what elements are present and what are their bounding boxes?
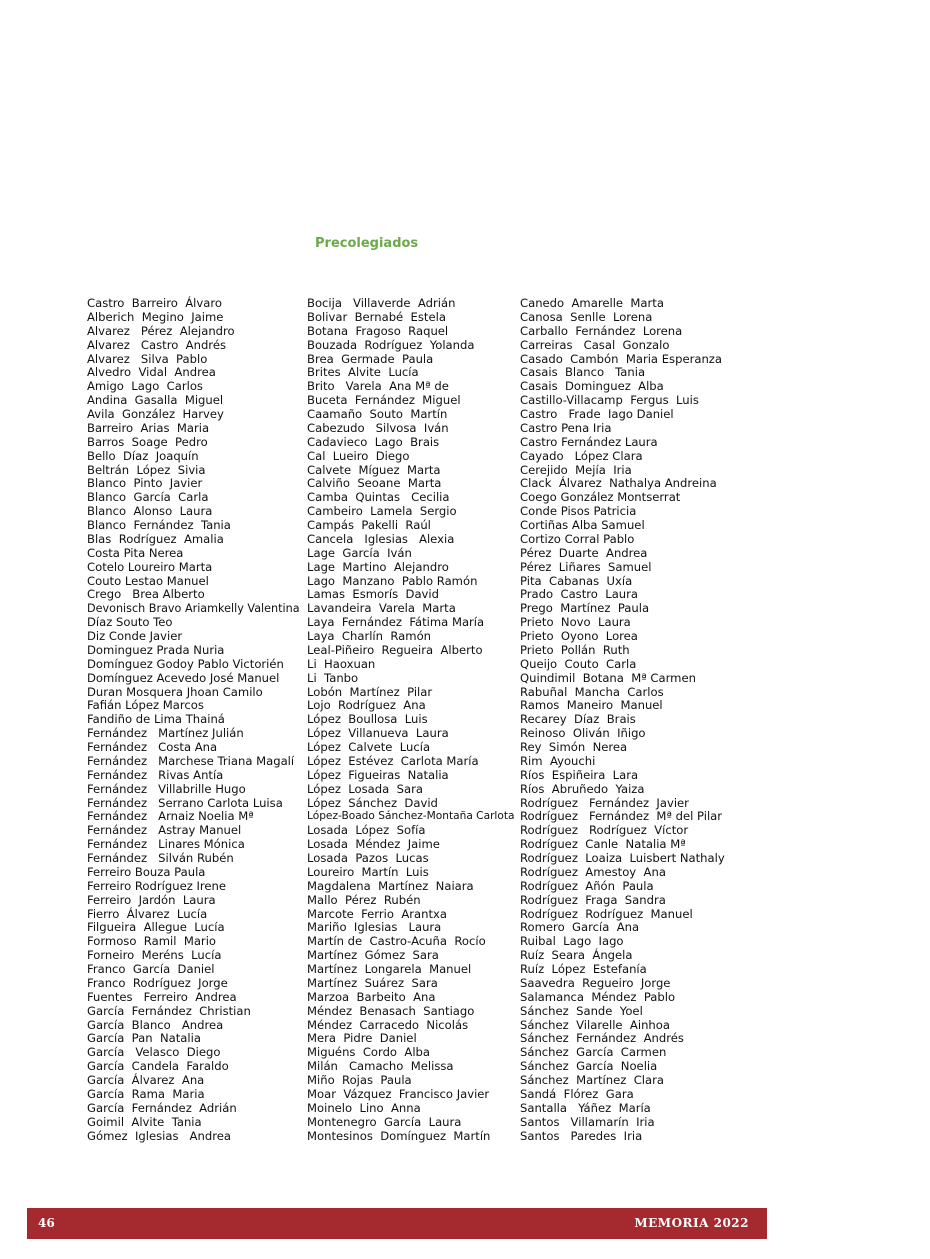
list-item: Alvarez Silva Pablo	[87, 351, 208, 366]
section-title: Precolegiados	[315, 236, 419, 251]
list-item: Prego Martínez Paula	[520, 601, 650, 616]
list-item: Ferreiro Jardón Laura	[87, 892, 216, 907]
list-item: Alberich Megino Jaime	[87, 309, 224, 324]
list-item: Marzoa Barbeito Ana	[307, 989, 436, 1004]
list-item: Rodríguez Rodríguez Manuel	[520, 906, 693, 921]
name-column-1	[87, 297, 302, 1143]
list-item: Rodríguez Fernández Javier	[520, 795, 689, 810]
list-item: Carreiras Casal Gonzalo	[520, 337, 670, 352]
list-item: Santos Paredes Iria	[520, 1128, 643, 1143]
list-item: Barros Soage Pedro	[87, 434, 208, 449]
list-item: Costa Pita Nerea	[87, 545, 184, 560]
list-item: Quindimil Botana Mª Carmen	[520, 670, 696, 685]
list-item: Rey Simón Nerea	[520, 740, 628, 754]
list-item: Fernández Rivas Antía	[87, 767, 224, 782]
list-item: García Velasco Diego	[87, 1045, 221, 1060]
list-item: Castro Fernández Laura	[520, 434, 658, 449]
list-item: Rodríguez Canle Natalia Mª	[520, 837, 686, 852]
list-item: Conde Pisos Patricia	[520, 504, 637, 519]
list-item: López-Boado Sánchez-Montaña Carlota	[307, 810, 515, 823]
footer-title: MEMORIA 2022	[634, 1216, 749, 1230]
list-item: Blanco Pinto Javier	[87, 476, 203, 491]
list-item: Amigo Lago Carlos	[87, 379, 203, 394]
list-item: Pita Cabanas Uxía	[520, 573, 633, 588]
list-item: Dominguez Prada Nuria	[87, 642, 225, 657]
list-item: Buceta Fernández Miguel	[307, 393, 461, 408]
list-item: López Calvete Lucía	[307, 740, 431, 754]
list-item: Salamanca Méndez Pablo	[520, 989, 676, 1004]
list-item: Marcote Ferrio Arantxa	[307, 906, 447, 921]
list-item: Canosa Senlle Lorena	[520, 309, 653, 324]
list-item: Martínez Suárez Sara	[307, 975, 438, 990]
list-item: Cortiñas Alba Samuel	[520, 518, 645, 532]
list-item: Bocija Villaverde Adrián	[307, 296, 456, 310]
list-item: Ferreiro Rodríguez Irene	[87, 878, 227, 893]
list-item: Santos Villamarín Iria	[520, 1114, 655, 1129]
list-item: Blanco García Carla	[87, 490, 209, 505]
list-item: Sánchez Vilarelle Ainhoa	[520, 1017, 670, 1032]
name-column-3	[520, 297, 750, 1143]
list-item: Castro Barreiro Álvaro	[87, 296, 222, 310]
list-item: Fernández Martínez Julián	[87, 726, 244, 741]
list-item: Cerejido Mejía Iria	[520, 462, 632, 477]
list-item: Lavandeira Varela Marta	[307, 601, 456, 616]
list-item: Romero García Ana	[520, 920, 640, 935]
list-item: Castro Pena Iria	[520, 420, 612, 435]
list-item: Sandá Flórez Gara	[520, 1086, 634, 1101]
list-item: Méndez Carracedo Nicolás	[307, 1017, 469, 1032]
list-item: García Candela Faraldo	[87, 1059, 229, 1074]
list-item: Casais Blanco Tania	[520, 365, 646, 380]
list-item: Laya Fernández Fátima María	[307, 615, 485, 630]
list-item: Rodríguez Loaiza Luisbert Nathaly	[520, 851, 725, 865]
list-item: Rodríguez Añón Paula	[520, 878, 654, 893]
page-number: 46	[38, 1216, 55, 1230]
list-item: Prieto Novo Laura	[520, 615, 631, 630]
list-item: Franco Rodríguez Jorge	[87, 975, 228, 990]
list-item: Lage Martino Alejandro	[307, 559, 449, 574]
list-item: Forneiro Meréns Lucía	[87, 948, 222, 963]
list-item: Sánchez García Noelia	[520, 1059, 658, 1074]
list-item: Bello Díaz Joaquín	[87, 448, 199, 463]
list-item: Brites Alvite Lucía	[307, 365, 419, 380]
list-item: Loureiro Martín Luis	[307, 864, 429, 879]
list-item: Campás Pakelli Raúl	[307, 518, 431, 532]
list-item: Martínez Longarela Manuel	[307, 962, 472, 976]
list-item: Lojo Rodríguez Ana	[307, 698, 426, 713]
list-item: López Estévez Carlota María	[307, 753, 479, 768]
list-item: Cancela Iglesias Alexia	[307, 531, 455, 546]
list-item: Bolivar Bernabé Estela	[307, 309, 446, 324]
list-item: Ramos Maneiro Manuel	[520, 698, 663, 713]
list-item: Casais Dominguez Alba	[520, 379, 664, 394]
list-item: Sánchez Sande Yoel	[520, 1003, 643, 1018]
list-item: Li Tanbo	[307, 670, 359, 685]
list-item: Fierro Álvarez Lucía	[87, 906, 208, 921]
list-item: Fernández Marchese Triana Magalí	[87, 753, 295, 768]
list-item: Alvedro Vidal Andrea	[87, 365, 216, 380]
list-item: Crego Brea Alberto	[87, 587, 205, 602]
list-item: Cal Lueiro Diego	[307, 448, 410, 463]
list-item: Fernández Astray Manuel	[87, 823, 242, 838]
list-item: Bouzada Rodríguez Yolanda	[307, 337, 475, 352]
list-item: López Sánchez David	[307, 795, 438, 810]
list-item: Martínez Gómez Sara	[307, 948, 439, 963]
list-item: Diz Conde Javier	[87, 629, 183, 643]
list-item: Goimil Alvite Tania	[87, 1114, 202, 1129]
list-item: Ruíz Seara Ángela	[520, 948, 633, 963]
name-column-2	[307, 297, 517, 1143]
list-item: Recarey Díaz Brais	[520, 712, 636, 727]
list-item: Prado Castro Laura	[520, 587, 639, 602]
list-item: Fernández Silván Rubén	[87, 851, 234, 865]
list-item: Domínguez Acevedo José Manuel	[87, 670, 280, 685]
list-item: Fernández Serrano Carlota Luisa	[87, 795, 283, 810]
list-item: García Pan Natalia	[87, 1031, 201, 1046]
list-item: Ferreiro Bouza Paula	[87, 864, 206, 879]
list-item: Miguéns Cordo Alba	[307, 1045, 431, 1060]
list-item: Díaz Souto Teo	[87, 615, 173, 630]
list-item: Andina Gasalla Miguel	[87, 393, 224, 408]
list-item: Calvete Míguez Marta	[307, 462, 441, 477]
list-item: Blanco Alonso Laura	[87, 504, 213, 519]
list-item: Rodríguez Rodríguez Víctor	[520, 823, 689, 838]
list-item: Formoso Ramil Mario	[87, 934, 217, 949]
list-item: Avila González Harvey	[87, 407, 224, 421]
list-item: Lago Manzano Pablo Ramón	[307, 573, 478, 588]
list-item: Moinelo Lino Anna	[307, 1100, 421, 1115]
list-item: Cambeiro Lamela Sergio	[307, 504, 457, 519]
list-item: Beltrán López Sivia	[87, 462, 206, 477]
list-item: Cotelo Loureiro Marta	[87, 559, 213, 574]
list-item: Duran Mosquera Jhoan Camilo	[87, 684, 263, 699]
list-item: Losada Méndez Jaime	[307, 837, 440, 852]
list-item: Losada López Sofía	[307, 823, 426, 838]
list-item: García Rama Maria	[87, 1086, 205, 1101]
list-item: Mallo Pérez Rubén	[307, 892, 421, 907]
list-item: Clack Álvarez Nathalya Andreina	[520, 476, 717, 491]
list-item: Rodríguez Fernández Mª del Pilar	[520, 809, 723, 824]
list-item: Alvarez Pérez Alejandro	[87, 323, 235, 338]
list-item: Brea Germade Paula	[307, 351, 434, 366]
list-item: Castillo-Villacamp Fergus Luis	[520, 393, 699, 408]
list-item: Lamas Esmorís David	[307, 587, 439, 602]
list-item: Rim Ayouchi	[520, 753, 596, 768]
list-item: Ríos Espiñeira Lara	[520, 767, 639, 782]
list-item: Gómez Iglesias Andrea	[87, 1128, 231, 1143]
list-item: Fernández Costa Ana	[87, 740, 218, 754]
list-item: Barreiro Arias Maria	[87, 420, 210, 435]
list-item: Filgueira Allegue Lucía	[87, 920, 225, 935]
list-item: Cabezudo Silvosa Iván	[307, 420, 449, 435]
list-item: Blas Rodríguez Amalia	[87, 531, 224, 546]
list-item: Montesinos Domínguez Martín	[307, 1128, 491, 1143]
list-item: Couto Lestao Manuel	[87, 573, 209, 588]
list-item: Ríos Abruñedo Yaiza	[520, 781, 645, 796]
list-item: Calviño Seoane Marta	[307, 476, 442, 491]
list-item: Rodríguez Amestoy Ana	[520, 864, 666, 879]
list-item: Montenegro García Laura	[307, 1114, 462, 1129]
footer-bar	[27, 1208, 767, 1239]
list-item: Miño Rojas Paula	[307, 1073, 412, 1087]
list-item: García Álvarez Ana	[87, 1073, 205, 1087]
list-item: García Fernández Adrián	[87, 1100, 237, 1115]
list-item: Castro Frade Iago Daniel	[520, 407, 674, 421]
list-item: Camba Quintas Cecilia	[307, 490, 450, 505]
list-item: Devonisch Bravo Ariamkelly Valentina	[87, 602, 300, 616]
list-item: García Blanco Andrea	[87, 1017, 224, 1032]
list-item: Magdalena Martínez Naiara	[307, 878, 474, 893]
list-item: Prieto Oyono Lorea	[520, 629, 638, 643]
list-item: Pérez Duarte Andrea	[520, 545, 648, 560]
list-item: Sánchez Martínez Clara	[520, 1073, 664, 1087]
list-item: Méndez Benasach Santiago	[307, 1003, 475, 1018]
list-item: López Villanueva Laura	[307, 726, 449, 741]
list-item: Coego González Montserrat	[520, 490, 681, 505]
list-item: Brito Varela Ana Mª de	[307, 379, 449, 394]
list-item: Mera Pidre Daniel	[307, 1031, 417, 1046]
list-item: Carballo Fernández Lorena	[520, 323, 683, 338]
list-item: Cadavieco Lago Brais	[307, 434, 440, 449]
list-item: López Figueiras Natalia	[307, 767, 449, 782]
list-item: Fernández Linares Mónica	[87, 837, 245, 852]
list-item: Cayado López Clara	[520, 448, 643, 463]
list-item: Leal-Piñeiro Regueira Alberto	[307, 642, 483, 657]
list-item: Ruibal Lago Iago	[520, 934, 624, 949]
list-item: Fuentes Ferreiro Andrea	[87, 989, 237, 1004]
list-item: Prieto Pollán Ruth	[520, 642, 630, 657]
list-item: Rodríguez Fraga Sandra	[520, 892, 666, 907]
list-item: Santalla Yáñez María	[520, 1100, 651, 1115]
list-item: Domínguez Godoy Pablo Victorién	[87, 656, 284, 671]
list-item: Pérez Liñares Samuel	[520, 559, 652, 574]
list-item: Casado Cambón Maria Esperanza	[520, 351, 722, 366]
list-item: López Boullosa Luis	[307, 712, 428, 727]
list-item: Reinoso Oliván Iñigo	[520, 726, 646, 741]
list-item: Li Haoxuan	[307, 656, 376, 671]
list-item: Sánchez García Carmen	[520, 1045, 667, 1060]
list-item: Blanco Fernández Tania	[87, 518, 231, 532]
list-item: Canedo Amarelle Marta	[520, 296, 664, 310]
list-item: Ruíz López Estefanía	[520, 962, 647, 976]
list-item: Franco García Daniel	[87, 962, 215, 976]
list-item: Mariño Iglesias Laura	[307, 920, 442, 935]
list-item: Rabuñal Mancha Carlos	[520, 684, 664, 699]
list-item: García Fernández Christian	[87, 1003, 251, 1018]
list-item: Fernández Arnaiz Noelia Mª	[87, 809, 254, 824]
list-item: Fafián López Marcos	[87, 698, 204, 713]
list-item: Moar Vázquez Francisco Javier	[307, 1086, 490, 1101]
list-item: Cortizo Corral Pablo	[520, 531, 635, 546]
list-item: Laya Charlín Ramón	[307, 629, 432, 643]
list-item: Caamaño Souto Martín	[307, 407, 448, 421]
list-item: Botana Fragoso Raquel	[307, 323, 449, 338]
list-item: Fandiño de Lima Thainá	[87, 712, 225, 727]
list-item: Milán Camacho Melissa	[307, 1059, 454, 1074]
list-item: Losada Pazos Lucas	[307, 851, 429, 865]
list-item: Saavedra Regueiro Jorge	[520, 975, 671, 990]
list-item: Queijo Couto Carla	[520, 656, 637, 671]
list-item: López Losada Sara	[307, 781, 423, 796]
list-item: Lobón Martínez Pilar	[307, 684, 433, 699]
list-item: Alvarez Castro Andrés	[87, 337, 226, 352]
list-item: Lage García Iván	[307, 545, 412, 560]
list-item: Sánchez Fernández Andrés	[520, 1031, 684, 1046]
list-item: Martín de Castro-Acuña Rocío	[307, 934, 486, 949]
list-item: Fernández Villabrille Hugo	[87, 781, 246, 796]
